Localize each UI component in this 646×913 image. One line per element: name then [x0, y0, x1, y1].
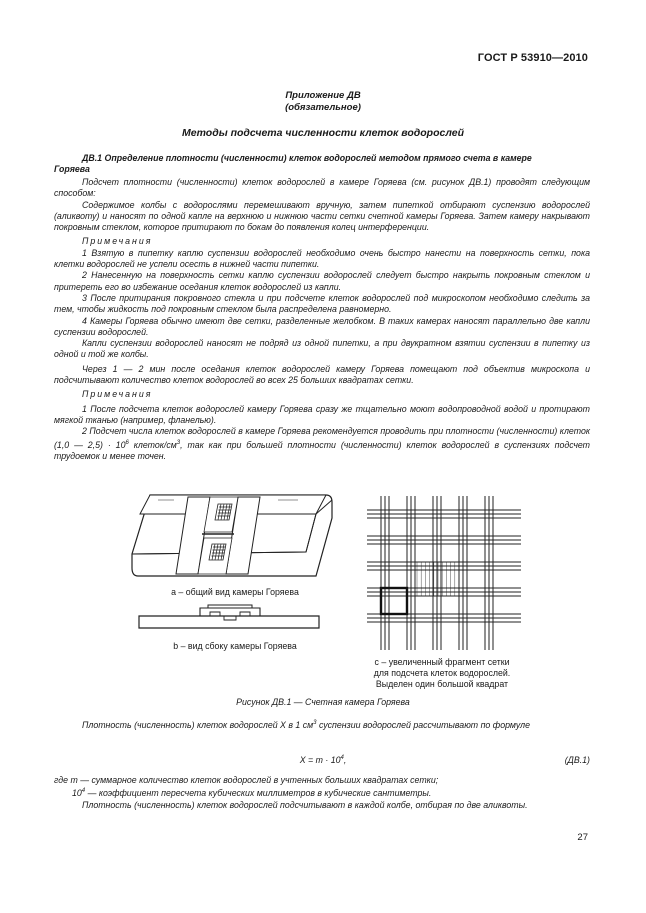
formula-expression: $X = m \cdot 10^4$, [299, 755, 347, 765]
counting-grid-fragment [367, 496, 521, 650]
caption-c-line-3: Выделен один большой квадрат [375, 679, 509, 689]
chamber-side-view [138, 602, 320, 632]
formula-number: (ДВ.1) [564, 755, 590, 765]
note-item: 2 Нанесенную на поверхность сетки каплю суспензии водорослей следует быстро накрыть покровным стеклом и притереть его во избежание оседания клеток водорослей из капли. [54, 270, 590, 292]
formula-coefficient: $10^4$ — коэффициент пересчета кубических миллиметров в кубические сантиметры. [72, 788, 432, 799]
formula-explanation [54, 775, 590, 811]
caption-b: b – вид сбоку камеры Горяева [173, 641, 297, 651]
note-item: 1 После подсчета клеток водорослей камеру Горяева сразу же тщательно моют водопроводной водой и протирают мягкой тканью (например, фланелью). [54, 403, 590, 425]
paragraph: Через 1 — 2 мин после оседания клеток водорослей камеру Горяева помещают под объектив микроскопа и подсчитывают количество клеток водорослей во всех 25 больших квадратах сетки. [54, 363, 590, 386]
note-item: 1 Взятую в пипетку каплю суспензии водорослей необходимо очень быстро нанести на поверхность сетки, пока клетки водорослей не успели осесть в нижней части пипетки. [54, 247, 590, 270]
document-id: ГОСТ Р 53910—2010 [477, 52, 588, 64]
subsection-heading [54, 153, 590, 176]
appendix-subtitle: (обязательное) [285, 102, 361, 113]
notes-label: Примечания [82, 236, 153, 247]
note-item: 3 После притирания покровного стекла и при подсчете клеток водорослей под микроскопом необходимо следить за тем, чтобы жидкость под покровным стеклом была распределена равномерно. [54, 292, 590, 315]
paragraph: Капли суспензии водорослей наносят не подряд из одной пипетки, а при двукратном взятии суспензии в пипетку из одной и той же колбы. [54, 338, 590, 360]
page-number: 27 [577, 832, 588, 843]
paragraph: Подсчет плотности (численности) клеток водорослей в камере Горяева (см. рисунок ДВ.1) проводят следующим способом: [54, 177, 590, 199]
note-item: 4 Камеры Горяева обычно имеют две сетки, разделенные желобком. В таких камерах наносят параллельно две капли суспензии водорослей. [54, 315, 590, 337]
paragraph: Содержимое колбы с водорослями перемешивают вручную, затем пипеткой отбирают суспензию водорослей (аликвоту) и наносят по одной капле на верхнюю и нижнюю части сетки счетной камеры Горяева. Затем камеру накрывают покровным стеклом, которое притирают по бокам до появления колец интерференции. [54, 199, 590, 233]
formula-intro: Плотность (численность) клеток водорослей X в 1 $см^3$ суспензии водорослей рассчитывают по формуле [82, 719, 530, 730]
figure-title: Рисунок ДВ.1 — Счетная камера Горяева [236, 697, 410, 707]
subsection-heading-line-1: ДВ.1 Определение плотности (численности) клеток водорослей методом прямого счета в камере [82, 153, 532, 163]
note-item: 2 Подсчет числа клеток водорослей в камере Горяева рекомендуется проводить при плотности (численности) клеток (1,0 — $2,5) \cdot 10^6$ клеток/$см^3$, так как при большей плотности (численности) клеток водорослей в суспензиях подсчет трудоемок и менее точен. [54, 426, 590, 461]
caption-c [354, 657, 530, 690]
caption-a: а – общий вид камеры Горяева [171, 587, 299, 597]
caption-c-line-1: с – увеличенный фрагмент сетки [374, 657, 510, 667]
section-title: Методы подсчета численности клеток водорослей [182, 127, 464, 139]
notes-label: Примечания [82, 389, 153, 400]
paragraph: Плотность (численность) клеток водорослей подсчитывают в каждой колбе, отбирая по две аликвоты. [82, 799, 528, 810]
subsection-heading-line-2: Горяева [54, 164, 90, 175]
caption-c-line-2: для подсчета клеток водорослей. [373, 668, 511, 678]
chamber-general-view [128, 492, 333, 580]
body-text-block [54, 177, 590, 462]
appendix-title: Приложение ДВ [285, 90, 361, 101]
formula-where: где m — суммарное количество клеток водорослей в учтенных больших квадратах сетки; [54, 775, 439, 785]
